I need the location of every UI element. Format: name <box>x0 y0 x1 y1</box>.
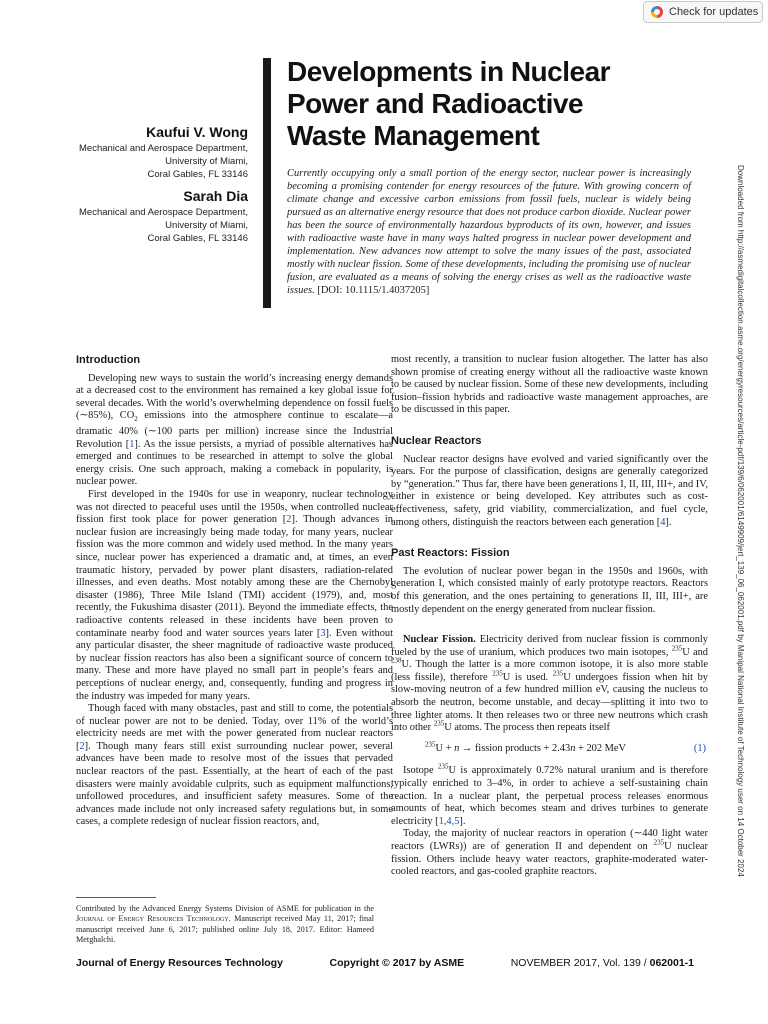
author-affiliation <box>48 142 248 181</box>
left-column <box>76 354 393 829</box>
footnote-text: Contributed by the Advanced Energy Systems Division of ASME for publication in the <box>76 904 374 913</box>
download-note <box>736 165 746 877</box>
subsection-runin-nuclear-fission: Nuclear Fission. <box>403 634 476 646</box>
author-name: Sarah Dia <box>183 188 248 204</box>
author-affiliation <box>48 206 248 245</box>
crossmark-icon <box>651 6 663 18</box>
citation-link[interactable]: 1 <box>129 438 135 450</box>
author-name: Kaufui V. Wong <box>146 124 248 140</box>
body-paragraph: Developing new ways to sustain the world’s increasing energy demands at a decreased cost to the environment has remained a key global issue for several decades. With the world’s overwhelming dependence on fossil fuels (∼85%), $CO_2$ emissions into the atmosphere continue to escalate—a dramatic 40% (∼100 parts per million) increase since the Industrial Revolution [1]. As the issue persists, a myriad of possible alternatives has emerged and continues to be researched in attempt to solve the global energy crisis. One such approach, making a comeback in popularity, is nuclear power. <box>76 372 393 488</box>
doi-link[interactable]: [DOI: 10.1115/1.4037205] <box>317 285 430 296</box>
footnote-rule <box>76 897 156 898</box>
section-heading-introduction: Introduction <box>76 354 141 366</box>
footnote <box>76 904 374 946</box>
footer-issue: NOVEMBER 2017, Vol. 139 <box>510 957 641 969</box>
equation-body: $^{235}$U + n → fission products + 2.43n + 202 MeV <box>425 740 626 754</box>
citation-link[interactable]: 1,4,5 <box>438 815 460 827</box>
title-line: Waste Management <box>287 120 540 151</box>
abstract <box>287 167 691 297</box>
right-column <box>391 354 708 879</box>
download-note-text: Downloaded from http://asmedigitalcollection.asme.org/energyresources/article-pdf/139/6/062001/6149909/jert_139_06_062001.pdf by Manipal National Institute of Technology user on 14 October 2024 <box>736 165 745 877</box>
footer-copyright: Copyright © 2017 by ASME <box>329 957 465 969</box>
body-paragraph: Today, the majority of nuclear reactors in operation (∼440 light water reactors (LWRs)) are of generation II and dependent on $^{235}$U nuclear fission. Others include heavy water reactors, graphite-moderated water-cooled reactors, and gas-cooled graphite reactors. <box>391 828 708 878</box>
citation-link[interactable]: 2 <box>286 514 292 526</box>
body-paragraph: First developed in the 1940s for use in weaponry, nuclear technology was not directed to peaceful uses until the 1950s, when controlled nuclear fission first took place for power generation [2]. Though advances in nuclear fusion are increasingly being made today, for many years, nuclear fission was the more common and widely used method. In the many years since, nuclear power has experienced a dramatic and, at times, an even traumatic history, pervaded by power plant disasters, radiation-related illnesses, and even deaths. Most notably among these are the Chernobyl disaster (1986), Three Mile Island (TMI) accident (1979), and, most recently, the Fukushima disaster (2011). Beyond the immediate effects, the radioactive contents released in these incidents have been proven to contaminate nearby food and water sources years later [3]. Even without any particular disaster, the sheer magnitude of radioactive waste produced by nuclear fission reactors has also been a significant source of concern to many. These and more have played no small part in people’s fears and perceptions of nuclear energy, and, consequently, funding and progress in the industry was impeded for many years. <box>76 489 393 702</box>
affiliation-line: Coral Gables, FL 33146 <box>147 169 248 180</box>
body-paragraph: Nuclear Fission. Electricity derived from nuclear fission is commonly fueled by the use of uranium, which produces two main isotopes, $^{235}$U and $^{238}$U. Though the latter is a more common isotope, it is also more stable (less fissile), therefore $^{235}$U is used. $^{235}$U undergoes fission when hit by slow-moving neutron of a few hundred million eV, causing the nucleus to absorb the neutron, become unstable, and decay—splitting it into two to three lighter atoms. It then releases two or three new neutrons which crash into other $^{235}$U atoms. The process then repeats itself <box>391 634 708 734</box>
citation-link[interactable]: 4 <box>660 516 666 528</box>
body-paragraph: Isotope $^{235}$U is approximately 0.72% natural uranium and is therefore typically enriched to 3–4%, in order to achieve a self-sustaining chain reaction. In a nuclear plant, the perpetual process releases enormous amounts of heat, which becomes steam and drives turbines to generate electricity [1,4,5]. <box>391 762 709 827</box>
footnote-text: . Manuscript received May 11, 2017; final manuscript received June 6, 2017; published online July 18, 2017. Editor: Hameed Metghalchi. <box>76 914 374 945</box>
title-accent-bar <box>263 58 271 308</box>
affiliation-line: University of Miami, <box>165 220 248 231</box>
footnote-journal: Journal of Energy Resources Technology <box>76 914 229 924</box>
title-line: Power and Radioactive <box>287 88 584 119</box>
equation-number: (1) <box>693 742 706 754</box>
affiliation-line: Mechanical and Aerospace Department, <box>79 207 248 218</box>
equation-1 <box>391 735 708 766</box>
citation-link[interactable]: 2 <box>79 740 85 752</box>
section-heading-nuclear-reactors: Nuclear Reactors <box>391 434 482 447</box>
page-footer <box>76 957 694 969</box>
affiliation-line: Coral Gables, FL 33146 <box>147 233 248 244</box>
abstract-text: Currently occupying only a small portion of the energy sector, nuclear power is increasingly becoming a promising contender for energy resources of the future. With growing concern of climate change and excessive carbon emissions from fossil fuels, nuclear is widely being pursued as an alternative energy resource that does not produce carbon dioxide. Nuclear power has been the source of environmentally hazardous byproducts of its own, however, and issues with radioactive waste have in many ways halted progress in nuclear power development and implementation. New advances now attempt to solve the many issues of the past, associated mostly with nuclear fission. Some of these developments, including the promising use of nuclear fusion, are evaluated as a means of solving the energy crises as well as the radioactive waste issues. <box>287 168 691 296</box>
affiliation-line: Mechanical and Aerospace Department, <box>79 143 248 154</box>
section-heading-past-reactors: Past Reactors: Fission <box>391 547 510 560</box>
citation-link[interactable]: 3 <box>320 627 326 639</box>
footer-page: 062001-1 <box>649 957 694 969</box>
affiliation-line: University of Miami, <box>165 156 248 167</box>
title-line: Developments in Nuclear <box>287 56 611 87</box>
footer-issue-group <box>511 957 694 969</box>
body-paragraph: most recently, a transition to nuclear fusion altogether. The latter has also shown promise of creating energy without all the radioactive waste known to be caused by nuclear fission. Some of these new developments, including fusion–fission hybrids and radioactive waste management approaches, are to be discussed in this paper. <box>391 354 708 416</box>
footer-journal: Journal of Energy Resources Technology <box>76 957 283 969</box>
body-paragraph: Though faced with many obstacles, past and still to come, the potentials of nuclear power are not to be denied. Today, over 11% of the world’s electricity needs are met with the power generated from nuclear reactors [2]. Though many fears still exist surrounding nuclear power, several advances have been made to resolve most of the issues that pervaded nuclear reactors of the past. Essentially, at the heart of each of the past disasters were mainly avoidable culprits, such as equipment malfunctions, unfollowed procedures, and insufficient safety measures. Some of the advances made include not only increased safety regulations but, in some cases, a complete redesign of nuclear fission reactors, and, <box>76 703 393 828</box>
body-paragraph: Nuclear reactor designs have evolved and varied significantly over the years. For the purpose of classification, designs are generally categorized by “generation.” Thus far, there have been generations I, II, III, III+, and IV, either in existence or being developed. Key attributes such as cost-effectiveness, safety, grid viability, commercialization, and fuel cycle, among others, distinguish the reactors between each generation [4]. <box>391 453 708 528</box>
body-paragraph: The evolution of nuclear power began in the 1950s and 1960s, with generation I, which consisted mainly of early prototype reactors. Reactors of this generation, and the ones pertaining to generations II, III, III+, are mostly dependent on the energy generated from nuclear fission. <box>391 565 708 615</box>
check-for-updates-button[interactable] <box>643 1 763 23</box>
check-for-updates-label: Check for updates <box>669 6 759 18</box>
paper-title <box>287 56 687 152</box>
footer-separator: / <box>643 957 647 969</box>
